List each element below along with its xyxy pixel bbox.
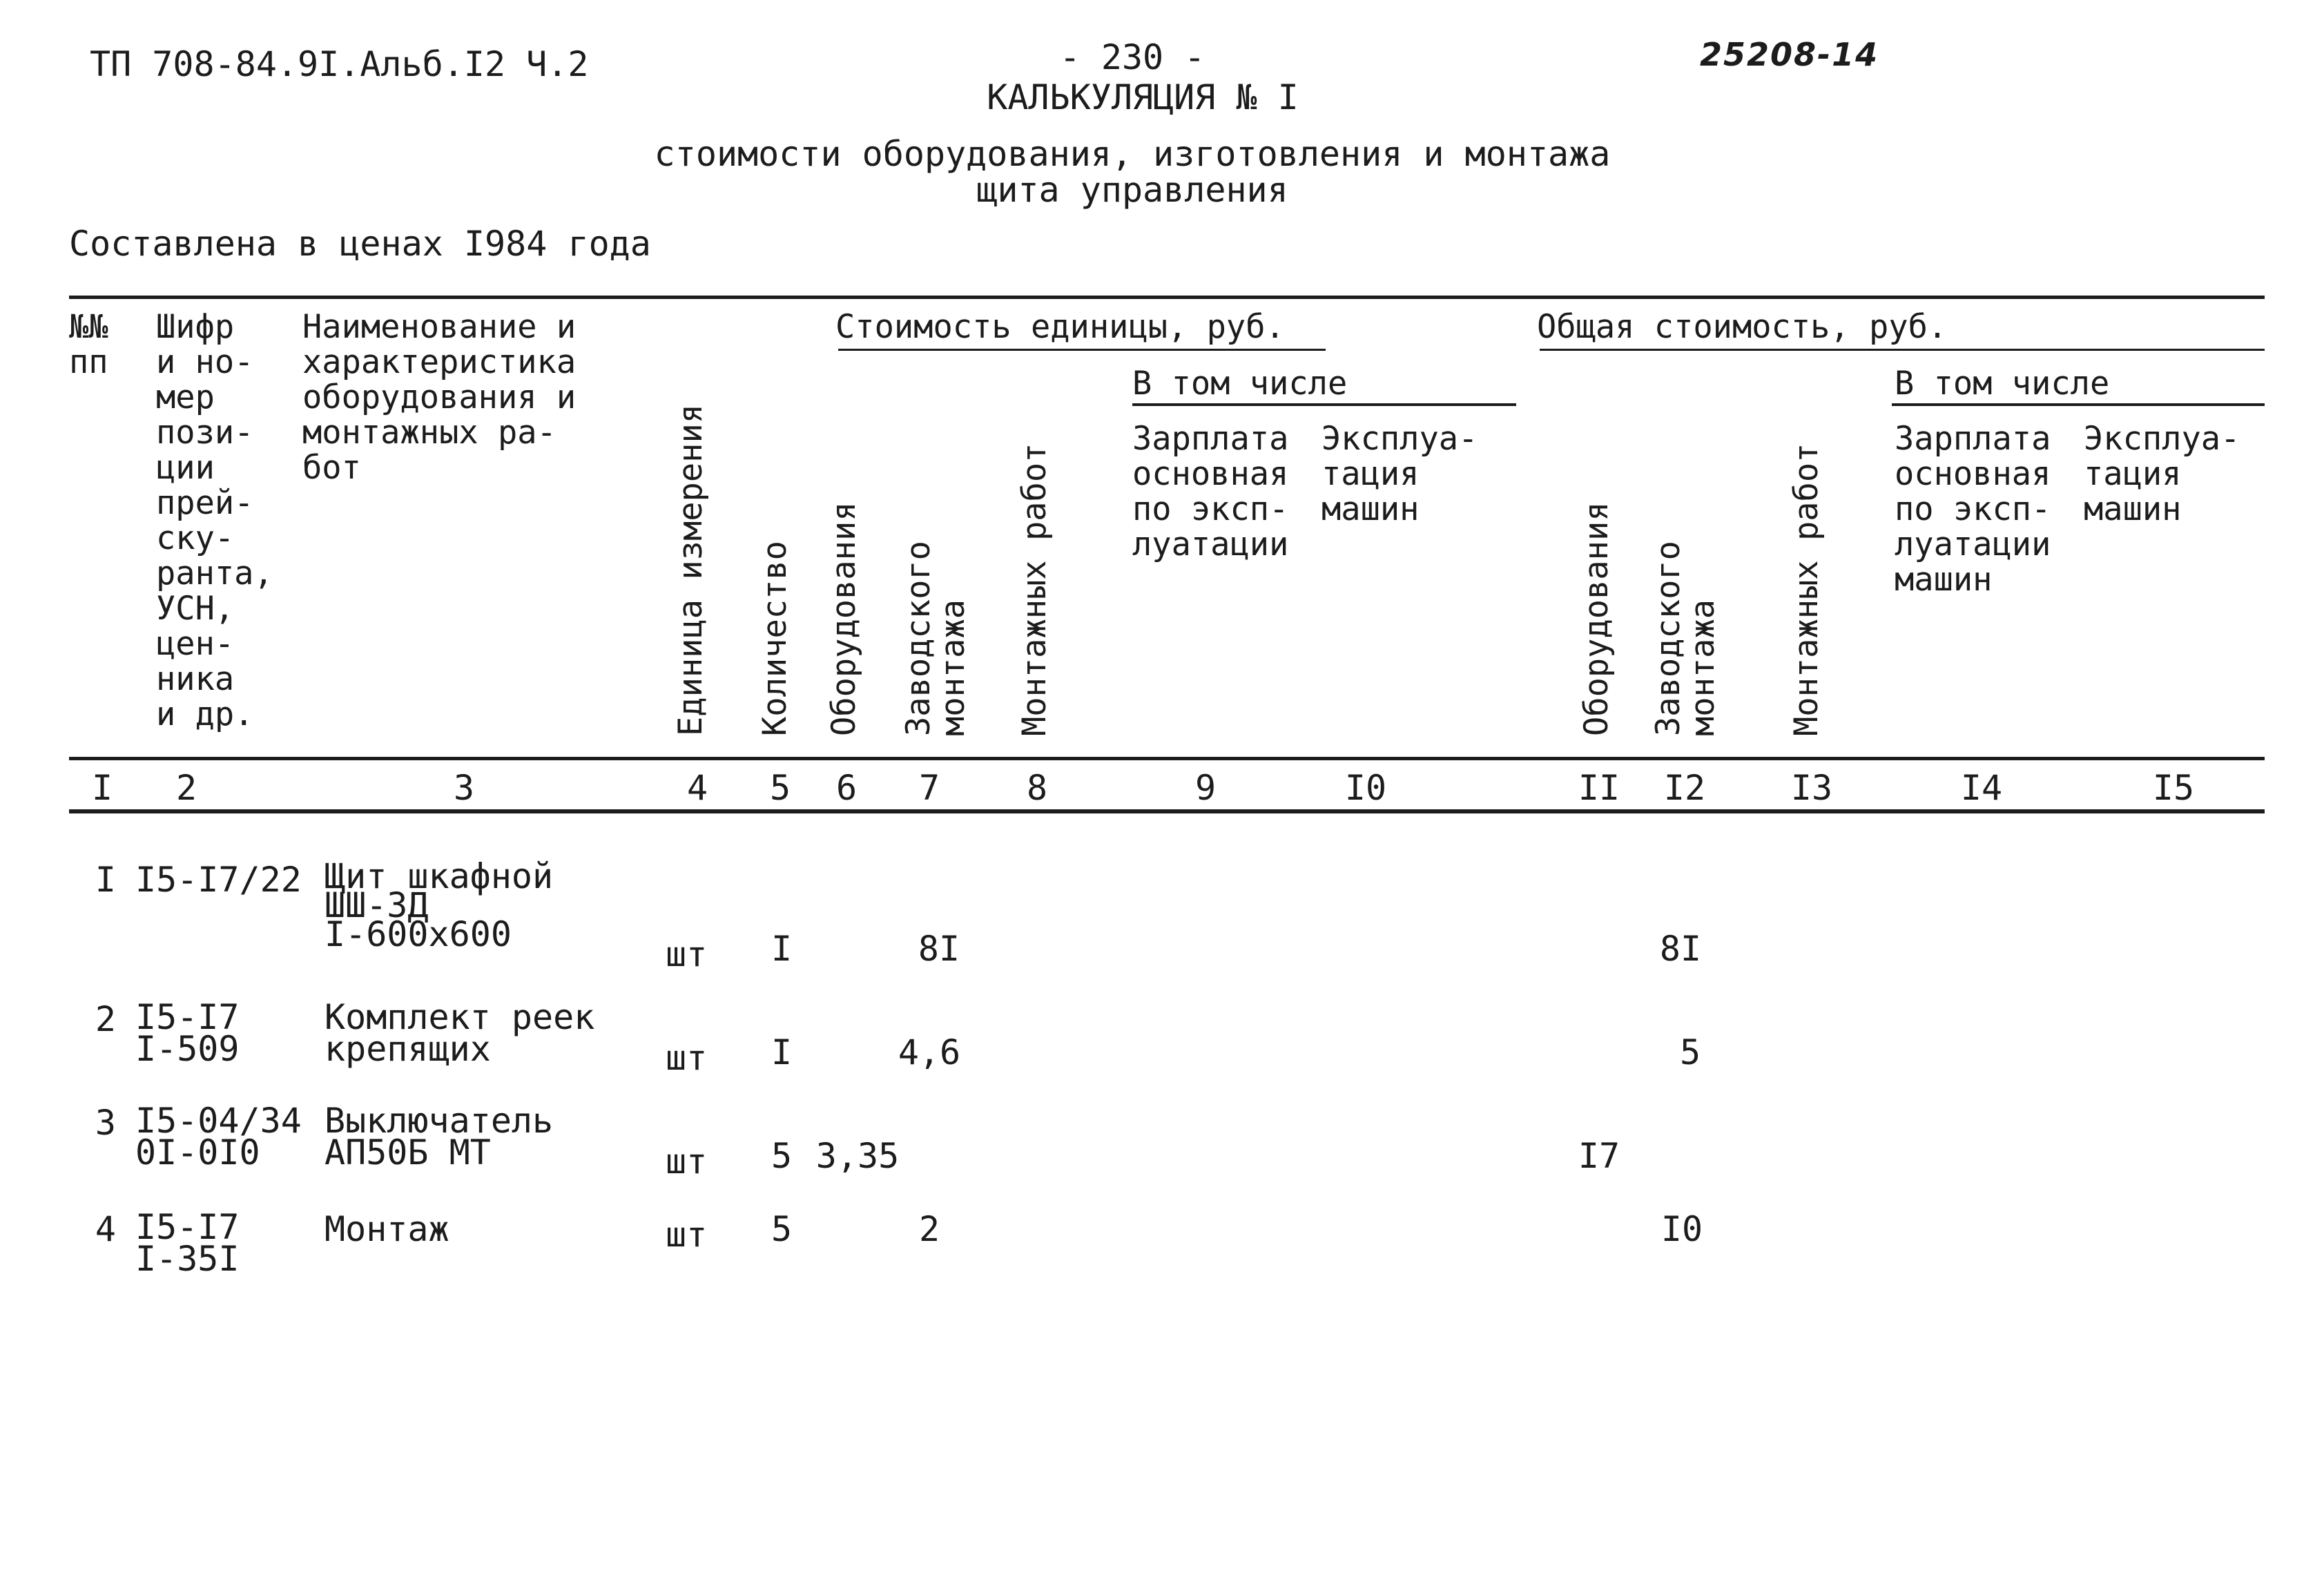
col-number-9: 9 <box>1194 768 1217 808</box>
row-quantity: 5 <box>771 1209 793 1249</box>
col-number-12: I2 <box>1663 768 1706 808</box>
row-unit: шт <box>666 1038 708 1078</box>
row-unit: шт <box>666 1141 708 1182</box>
header-total-salary: Зарплата основная по эксп- луатации машин <box>1895 420 2051 599</box>
header-unit-cost: Стоимость единицы, руб. <box>835 308 1285 346</box>
header-salary: Зарплата основная по эксп- луатации <box>1132 420 1289 563</box>
including-rule-1 <box>1132 403 1516 406</box>
row-quantity: I <box>771 1032 793 1072</box>
subtitle-line-2: щита управления <box>976 170 1288 210</box>
col-number-8: 8 <box>1026 768 1048 808</box>
header-total-factory-assembly: Заводского монтажа <box>1649 541 1722 736</box>
row-total-equipment: I7 <box>1578 1136 1620 1176</box>
row-code: I5-I7/22 <box>135 860 302 900</box>
row-code: I5-I7 I-35I <box>135 1207 240 1279</box>
row-factory-cost: 2 <box>918 1209 940 1249</box>
header-installation-work: Монтажных работ <box>1016 443 1054 736</box>
subtitle-line-1: стоимости оборудования, изготовления и монтажа <box>654 134 1611 174</box>
total-cost-rule <box>1540 349 2265 351</box>
row-factory-cost: 4,6 <box>898 1032 961 1072</box>
col-number-2: 2 <box>175 768 197 808</box>
header-bottom-rule <box>69 757 2265 760</box>
row-quantity: 5 <box>771 1136 793 1176</box>
row-unit: шт <box>666 1215 708 1255</box>
col-number-13: I3 <box>1790 768 1833 808</box>
col-number-3: 3 <box>453 768 475 808</box>
table-top-rule <box>69 296 2265 299</box>
row-factory-cost: 8I <box>918 929 960 969</box>
row-name: Комплект реек крепящих <box>325 997 595 1069</box>
page-number: - 230 - <box>1059 37 1205 77</box>
row-quantity: I <box>771 929 793 969</box>
row-number: I <box>95 860 116 900</box>
row-unit: шт <box>666 934 708 974</box>
header-total-machine-operation: Эксплуа- тация машин <box>2084 420 2240 528</box>
col-number-14: I4 <box>1960 768 2003 808</box>
header-code: Шифр и но- мер пози- ции прей- ску- ранта, УСН, цен- ника и др. <box>156 308 273 733</box>
row-name: Монтаж <box>325 1209 449 1249</box>
row-total-factory: 5 <box>1679 1032 1701 1072</box>
document-code: ТП 708-84.9I.Альб.I2 Ч.2 <box>90 44 589 84</box>
prices-note: Составлена в ценах I984 года <box>69 224 651 264</box>
col-number-4: 4 <box>686 768 708 808</box>
col-number-7: 7 <box>918 768 940 808</box>
header-including-1: В том числе <box>1132 365 1348 403</box>
col-number-1: I <box>91 768 113 808</box>
header-unit: Единица измерения <box>672 403 710 736</box>
col-number-11: II <box>1578 768 1620 808</box>
header-including-2: В том числе <box>1895 365 2110 403</box>
header-total-equipment: Оборудования <box>1578 501 1616 736</box>
row-number: 3 <box>95 1103 116 1143</box>
header-machine-operation: Эксплуа- тация машин <box>1321 420 1478 528</box>
header-equipment: Оборудования <box>825 501 863 736</box>
row-number: 2 <box>95 999 116 1039</box>
including-rule-2 <box>1892 403 2265 406</box>
document-title: КАЛЬКУЛЯЦИЯ № I <box>987 77 1299 117</box>
row-number: 4 <box>95 1209 116 1249</box>
col-number-15: I5 <box>2152 768 2195 808</box>
header-quantity: Количество <box>756 541 794 736</box>
header-row-number: №№ пп <box>69 308 108 381</box>
header-total-cost: Общая стоимость, руб. <box>1537 308 1948 346</box>
inventory-number: 25208-14 <box>1700 36 1879 73</box>
row-name: Щит шкафной ШШ-3Д I-600х600 <box>325 856 554 954</box>
unit-cost-rule <box>838 349 1326 351</box>
row-name: Выключатель АП50Б МТ <box>325 1101 554 1173</box>
header-total-installation-work: Монтажных работ <box>1788 443 1826 736</box>
col-number-10: I0 <box>1344 768 1387 808</box>
row-total-factory: 8I <box>1659 929 1702 969</box>
row-equipment-cost: 3,35 <box>815 1136 900 1176</box>
col-number-6: 6 <box>835 768 858 808</box>
row-code: I5-I7 I-509 <box>135 997 240 1069</box>
row-code: I5-04/34 0I-0I0 <box>135 1101 302 1173</box>
header-name: Наименование и характеристика оборудования и монтажных ра- бот <box>302 308 577 487</box>
column-numbers-rule <box>69 809 2265 813</box>
col-number-5: 5 <box>769 768 791 808</box>
header-factory-assembly: Заводского монтажа <box>900 541 972 736</box>
row-total-factory: I0 <box>1660 1209 1703 1249</box>
